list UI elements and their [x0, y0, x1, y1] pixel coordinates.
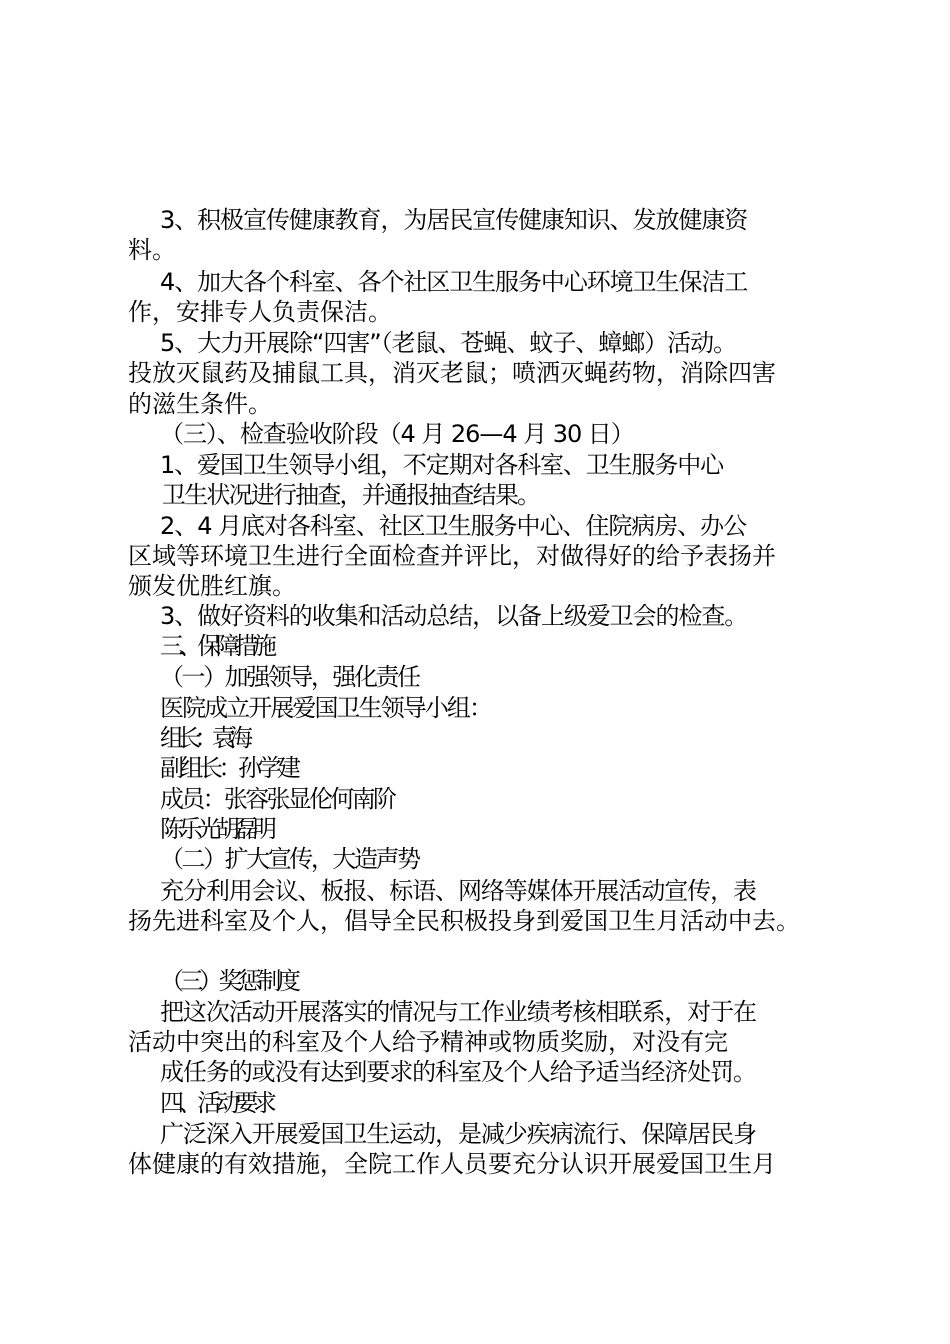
paragraph-line: 副组长：孙学建	[160, 754, 297, 782]
section-heading: （三）、检查验收阶段（4 月 26—4 月 30 日）	[160, 420, 634, 448]
paragraph-line: 区域等环境卫生进行全面检查并评比，对做得好的给予表扬并	[128, 542, 776, 570]
paragraph-line: 充分利用会议、板报、标语、网络等媒体开展活动宣传，表	[160, 877, 756, 905]
paragraph-line: 3、积极宣传健康教育，为居民宣传健康知识、发放健康资	[160, 206, 748, 234]
paragraph-line: 的滋生条件。	[128, 390, 272, 418]
paragraph-line: 组长：袁海	[160, 724, 247, 752]
paragraph-line: 1、爱国卫生领导小组，不定期对各科室、卫生服务中心	[160, 451, 724, 479]
paragraph-line: 扬先进科室及个人，倡导全民积极投身到爱国卫生月活动中去。	[128, 907, 800, 935]
paragraph-line: 颁发优胜红旗。	[128, 572, 296, 600]
paragraph-line: 体健康的有效措施，全院工作人员要充分认识开展爱国卫生月	[128, 1150, 776, 1178]
section-heading: （二）扩大宣传，大造声势	[160, 845, 419, 873]
paragraph-line: 活动中突出的科室及个人给予精神或物质奖励，对没有完	[128, 1028, 728, 1056]
paragraph-line: 3、做好资料的收集和活动总结，以备上级爱卫会的检查。	[160, 602, 748, 630]
paragraph-line: 成员：张容张显伦何南阶	[160, 785, 395, 813]
paragraph-line: 医院成立开展爱国卫生领导小组：	[160, 694, 492, 722]
paragraph-line: 投放灭鼠药及捕鼠工具，消灭老鼠；喷洒灭蝇药物，消除四害	[128, 359, 776, 387]
paragraph-line: 作，安排专人负责保洁。	[128, 298, 392, 326]
paragraph-line: 2、4 月底对各科室、社区卫生服务中心、住院病房、办公	[160, 512, 747, 540]
paragraph-line: 4、加大各个科室、各个社区卫生服务中心环境卫生保洁工	[160, 268, 748, 296]
paragraph-line: 料。	[128, 236, 176, 264]
paragraph-line: 把这次活动开展落实的情况与工作业绩考核相联系，对于在	[160, 998, 756, 1026]
paragraph-line: 广泛深入开展爱国卫生运动，是减少疾病流行、保障居民身	[160, 1120, 756, 1148]
paragraph-line: 5、大力开展除“四害”（老鼠、苍蝇、蚊子、蟑螂）活动。	[160, 329, 737, 357]
paragraph-line: 陈乐光胡磊明	[160, 815, 272, 843]
section-heading: （三）奖惩制度	[160, 967, 297, 995]
section-heading: （一）加强领导，强化责任	[160, 663, 419, 691]
section-heading: 四、活动要求	[160, 1089, 272, 1117]
paragraph-line: 卫生状况进行抽查，并通报抽查结果。	[162, 481, 540, 509]
section-heading: 三、保障措施	[160, 632, 272, 660]
paragraph-line: 成任务的或没有达到要求的科室及个人给予适当经济处罚。	[160, 1058, 756, 1086]
